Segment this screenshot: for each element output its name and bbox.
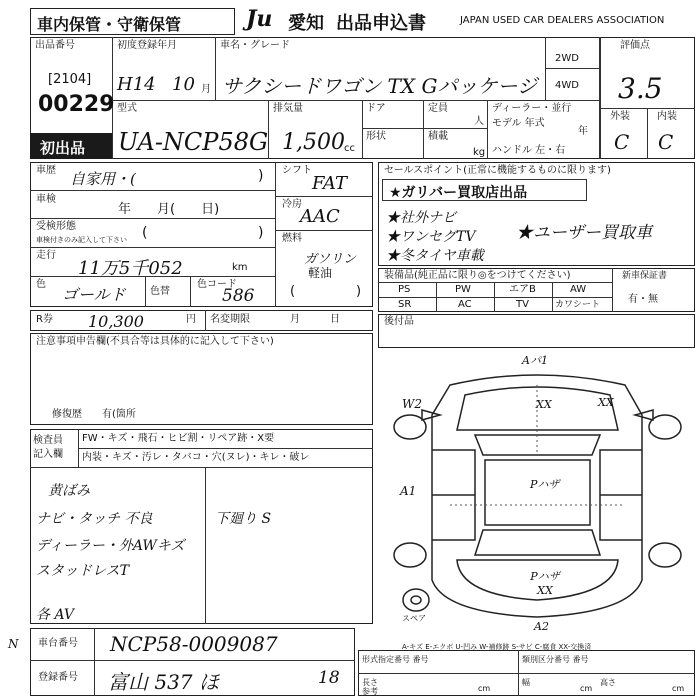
fuel-label: 燃料 <box>282 233 302 244</box>
equip-airbag: エアB <box>509 284 536 295</box>
mark-front-left: XX <box>536 398 552 411</box>
height-label: 高さ <box>600 678 616 687</box>
spare-label: スペア <box>402 614 426 623</box>
inspector-row-1: FW・キズ・飛石・ヒビ割・リペア跡・X要 <box>82 433 275 444</box>
divider <box>30 247 275 248</box>
inspector-label: 検査員 記入欄 <box>33 435 63 460</box>
inspector-comment-4: スタッドレスT <box>36 563 129 579</box>
color-code-label: 色コード <box>197 279 237 290</box>
divider <box>612 268 613 312</box>
divider <box>205 310 206 331</box>
equipment-label: 装備品(純正品に限り◎をつけてください) <box>384 270 571 281</box>
divider <box>78 448 373 449</box>
inspect-transport-label: 受検形態 <box>36 221 76 232</box>
plate-label: 登録番号 <box>38 672 78 683</box>
mark-left-front: W2 <box>402 397 422 411</box>
inspector-comment-2: ナビ・タッチ 不良 <box>36 511 153 527</box>
name-grade-label: 車名・グレード <box>220 40 290 51</box>
height-unit: cm <box>672 684 685 693</box>
first-reg-era-year: H14 <box>117 74 156 95</box>
load-label: 積載 <box>428 131 448 142</box>
inspector-comment-5: 各 AV <box>36 607 74 623</box>
divider <box>647 108 648 159</box>
equip-ps: PS <box>398 284 411 295</box>
usage-label: 車歴 <box>36 165 56 176</box>
shift-value: FAT <box>312 173 347 194</box>
plate-extra: 18 <box>318 668 340 688</box>
divider <box>190 276 191 307</box>
displacement-unit: cc <box>344 143 355 154</box>
usage-value: 自家用・( <box>70 170 136 188</box>
year-unit: 年 <box>578 126 588 137</box>
repair-history-label: 修復歴 有(箇所 <box>52 409 136 420</box>
first-reg-label: 初度登録年月 <box>117 40 177 51</box>
transfer-value: 月 日 <box>290 314 340 325</box>
inspector-side-note: 下廻り S <box>215 511 272 527</box>
capacity-label: 定員 <box>428 103 448 114</box>
divider <box>600 37 601 159</box>
inspection-label: 車検 <box>36 194 56 205</box>
length-label: 長さ <box>362 678 378 687</box>
fuel-diesel: 軽油 <box>308 266 333 280</box>
divider <box>94 628 95 696</box>
divider <box>545 68 600 69</box>
drive-2wd: 2WD <box>555 53 579 64</box>
damage-legend: A-キズ E-エクボ U-凹み W-補修跡 S-サビ C-腐食 XX-交換済 <box>402 643 592 651</box>
divider <box>552 282 553 312</box>
rating-label: 評価点 <box>620 40 650 51</box>
ac-label: 冷房 <box>282 199 302 210</box>
note-label: 参考 <box>362 687 378 696</box>
mileage-value: 11万5千052 <box>78 258 183 279</box>
divider <box>275 196 373 197</box>
mileage-unit: km <box>232 262 248 273</box>
category-number-label: 類別区分番号 番号 <box>522 655 589 664</box>
inspector-comment-3: ディーラー・外AWキズ <box>36 538 185 554</box>
mark-rear: Pハザ XX <box>530 570 560 597</box>
fuel-paren-close: ) <box>356 284 362 299</box>
chassis-value: NCP58-0009087 <box>110 632 278 656</box>
color-label: 色 <box>36 279 46 290</box>
after-market-label: 後付品 <box>384 316 414 327</box>
inspect-paren-close: ) <box>258 225 264 241</box>
divider <box>30 218 275 219</box>
divider <box>358 673 695 674</box>
sales-point-3: ★冬タイヤ車載 <box>386 248 484 264</box>
inspector-row-2: 内装・キズ・汚レ・タバコ・穴(ヌレ)・キレ・破レ <box>82 452 310 463</box>
inspect-transport-note: 車検付きのみ記入して下さい <box>36 236 127 244</box>
divider <box>275 162 276 307</box>
length-unit: cm <box>478 684 491 693</box>
mileage-label: 走行 <box>36 250 56 261</box>
divider <box>145 276 146 307</box>
fuel-paren-open: ( <box>290 284 296 299</box>
doors-label: ドア <box>366 103 386 114</box>
lane-number: [2104] <box>48 72 92 87</box>
usage-close: ) <box>258 168 264 184</box>
equip-pw: PW <box>455 284 471 295</box>
displacement-label: 排気量 <box>273 103 303 114</box>
divider <box>436 282 437 312</box>
ac-value: AAC <box>300 206 340 227</box>
gulliver-banner: ★ガリバー買取店出品 <box>382 179 587 201</box>
divider <box>378 282 612 283</box>
first-reg-month-unit: 月 <box>201 84 211 95</box>
divider <box>362 128 487 129</box>
warranty-label: 新車保証書 <box>622 271 668 281</box>
divider <box>30 467 373 468</box>
divider <box>215 37 216 100</box>
after-market-box <box>378 314 695 348</box>
width-unit: cm <box>580 684 593 693</box>
mark-left-side: A1 <box>400 484 417 498</box>
model-label: 型式 <box>117 103 137 114</box>
inspect-paren-open: ( <box>142 225 148 241</box>
form-title: 出品申込書 <box>336 13 426 34</box>
sales-points-label: セールスポイント(正常に機能するものに限ります) <box>384 165 611 176</box>
storage-label-box <box>30 8 235 35</box>
load-unit: kg <box>473 147 486 158</box>
drive-4wd: 4WD <box>555 80 579 91</box>
exterior-grade: C <box>614 130 630 154</box>
capacity-unit: 人 <box>474 116 484 127</box>
owner-note: ★ユーザー買取車 <box>516 223 652 243</box>
interior-label: 内装 <box>657 111 677 122</box>
warranty-options: 有・無 <box>628 294 658 305</box>
recycle-label: R券 <box>36 314 53 325</box>
divider <box>494 282 495 312</box>
left-mark: N <box>8 637 19 651</box>
name-grade: サクシードワゴン TX Gパッケージ <box>222 74 538 98</box>
storage-label: 車内保管・守衛保管 <box>37 15 182 34</box>
exterior-label: 外装 <box>610 111 630 122</box>
color-value: ゴールド <box>62 285 126 304</box>
rating-score: 3.5 <box>618 72 663 105</box>
divider <box>30 190 275 191</box>
lot-number: 00229 <box>38 92 115 117</box>
mark-bottom: A2 <box>534 620 549 633</box>
logo: Ju <box>246 6 273 32</box>
divider <box>487 100 488 159</box>
notes-label: 注意事項申告欄(不具合等は具体的に記入して下さい) <box>36 336 274 347</box>
listing-number-label: 出品番号 <box>35 40 75 51</box>
recycle-value: 10,300 <box>88 312 144 331</box>
sales-point-1: ★社外ナビ <box>386 210 456 226</box>
mark-front: Aパ1 <box>522 354 548 367</box>
displacement-value: 1,500 <box>282 130 345 155</box>
mark-roof: Pハザ <box>530 478 560 491</box>
divider <box>423 100 424 159</box>
shape-label: 形状 <box>366 131 386 142</box>
chassis-label: 車台番号 <box>38 638 78 649</box>
mark-front-right: XX <box>598 396 614 409</box>
divider <box>362 100 363 159</box>
region-name: 愛知 <box>288 13 324 34</box>
equip-leather-seat: カワシート <box>555 300 601 310</box>
divider <box>275 230 373 231</box>
plate-value: 富山 537 ほ <box>108 670 219 694</box>
form-number-label: 形式指定番号 番号 <box>362 655 429 664</box>
inspector-comment-1: 黄ばみ <box>48 483 90 499</box>
shift-label: シフト <box>282 165 312 176</box>
transfer-label: 名変期限 <box>210 314 250 325</box>
first-listing-badge: 初出品 <box>30 133 112 159</box>
association-name: JAPAN USED CAR DEALERS ASSOCIATION <box>460 15 665 26</box>
model-year-label: モデル 年式 <box>492 118 545 129</box>
sales-point-2: ★ワンセグTV <box>386 229 476 245</box>
width-label: 幅 <box>522 678 530 687</box>
interior-grade: C <box>658 130 674 154</box>
equip-ac: AC <box>458 299 472 310</box>
handle-label: ハンドル 左・右 <box>492 145 566 156</box>
model-code: UA-NCP58G <box>118 128 269 156</box>
divider <box>112 100 600 101</box>
divider <box>205 467 206 624</box>
equip-tv: TV <box>516 299 529 310</box>
inspection-value: 年 月( 日) <box>118 202 220 217</box>
divider <box>378 297 612 298</box>
color-code-value: 586 <box>222 286 255 306</box>
recycle-unit: 円 <box>186 314 196 325</box>
color-change-label: 色替 <box>150 286 170 297</box>
divider <box>30 660 355 661</box>
fuel-gasoline: ガソリン <box>304 252 357 267</box>
dealer-label: ディーラー・並行 <box>492 103 572 114</box>
equip-sr: SR <box>398 299 412 310</box>
equip-aw: AW <box>570 284 587 295</box>
first-reg-month: 10 <box>172 74 195 95</box>
